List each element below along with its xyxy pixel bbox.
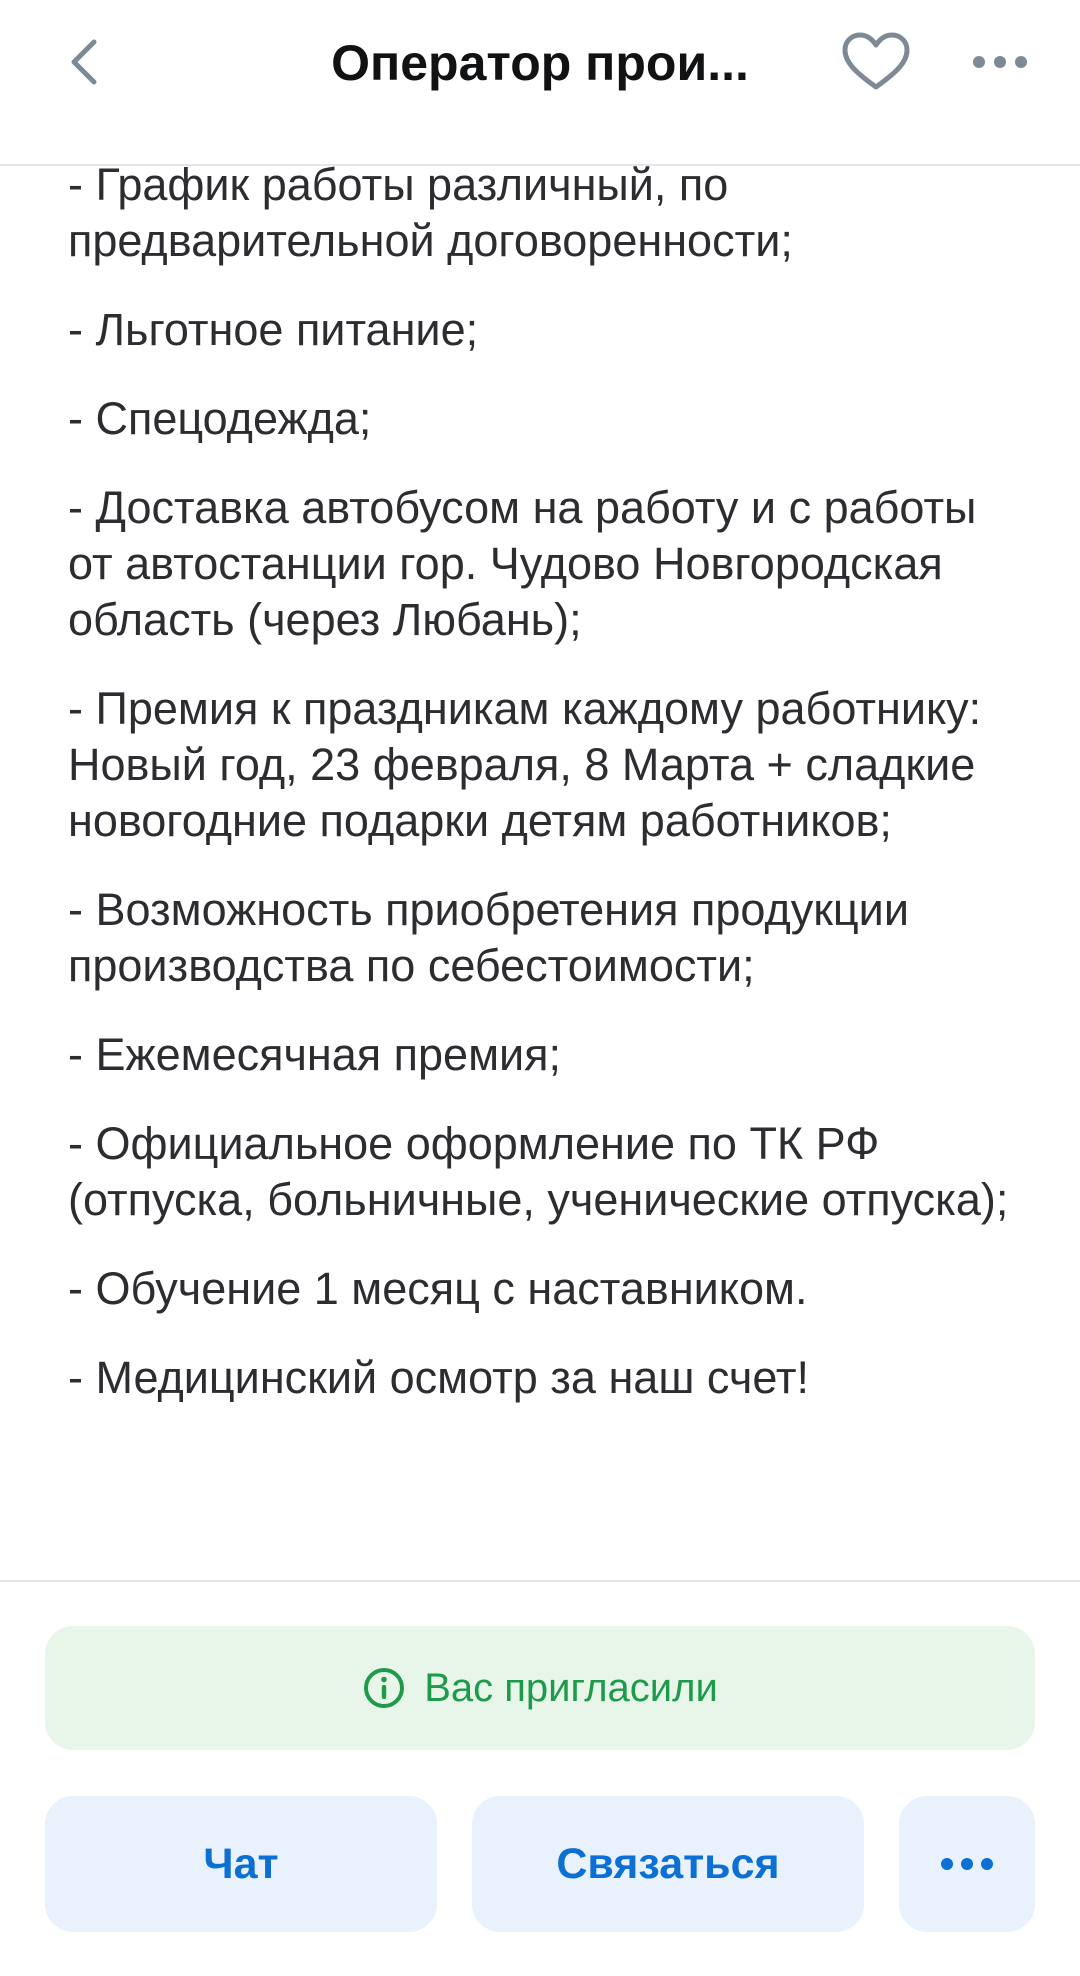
vacancy-description (0, 166, 1080, 1580)
contact-button-label: Связаться (556, 1839, 780, 1888)
info-circle-icon (362, 1666, 406, 1710)
benefit-item: - Премия к праздникам каждому работнику: Новый год, 23 февраля, 8 Марта + сладкие новогодние подарки детям работников; (68, 683, 982, 846)
benefit-item: - Официальное оформление по ТК РФ (отпуска, больничные, ученические отпуска); (68, 1118, 1009, 1225)
benefit-item: - График работы различный, по предварительной договоренности; (68, 166, 793, 266)
top-bar (0, 0, 1080, 166)
benefit-item: - Возможность приобретения продукции производства по себестоимости; (68, 884, 909, 991)
page-title: Оператор прои... (331, 35, 749, 91)
heart-outline-icon (841, 31, 911, 93)
back-button[interactable] (44, 22, 124, 102)
favorite-button[interactable] (830, 20, 922, 104)
invite-status-label: Вас пригласили (424, 1665, 718, 1710)
invite-status-badge (45, 1626, 1035, 1750)
benefit-item: - Спецодежда; (68, 393, 372, 444)
benefit-item: - Доставка автобусом на работу и с работы от автостанции гор. Чудово Новгородская область (через Любань); (68, 482, 977, 645)
more-horizontal-icon (970, 54, 1030, 70)
chevron-left-icon (64, 34, 104, 90)
benefit-item: - Льготное питание; (68, 304, 479, 355)
more-horizontal-icon (939, 1857, 995, 1871)
bottom-panel (0, 1580, 1080, 1976)
benefit-item: - Ежемесячная премия; (68, 1029, 562, 1080)
chat-button-label: Чат (203, 1839, 279, 1888)
more-actions-button[interactable] (899, 1796, 1035, 1932)
benefit-item: - Медицинский осмотр за наш счет! (68, 1352, 810, 1403)
chat-button[interactable] (45, 1796, 437, 1932)
more-options-button[interactable] (960, 26, 1040, 98)
benefit-item: - Обучение 1 месяц с наставником. (68, 1263, 808, 1314)
contact-button[interactable] (472, 1796, 864, 1932)
